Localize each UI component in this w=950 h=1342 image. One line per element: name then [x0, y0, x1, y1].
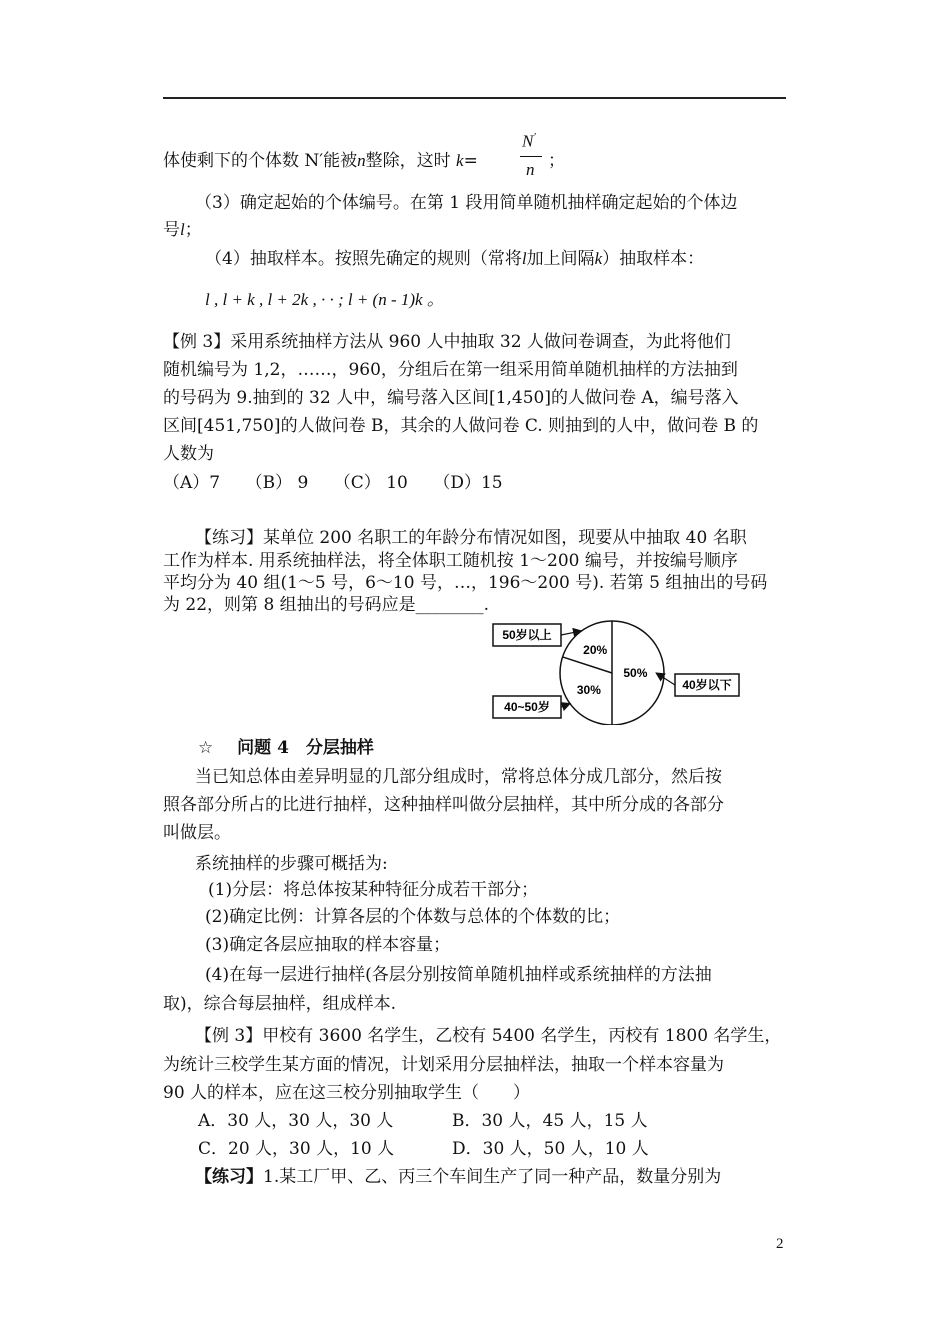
paragraph-line: 照各部分所占的比进行抽样，这种抽样叫做分层抽样，其中所分成的各部分	[163, 795, 724, 815]
pie-value-label: 30%	[576, 682, 601, 697]
formula-line: l , l + k , l + 2k , · · ; l + (n - 1)k 。	[205, 290, 444, 309]
example-line: 区间[451,750]的人做问卷 B，其余的人做问卷 C. 则抽到的人中，做问卷 B 的	[163, 416, 759, 436]
callout-under-40-label: 40岁以下	[682, 678, 732, 692]
practice-line: 【练习】1.某工厂甲、乙、丙三个车间生产了同一种产品，数量分别为	[195, 1167, 722, 1187]
paragraph-line: 当已知总体由差异明显的几部分组成时，常将总体分成几部分，然后按	[195, 767, 722, 787]
example-line: 随机编号为 1,2，……，960，分组后在第一组采用简单随机抽样的方法抽到	[163, 360, 738, 380]
practice-line: 为 22，则第 8 组抽出的号码应是________.	[163, 595, 490, 615]
callout-40-50-label: 40~50岁	[504, 700, 550, 714]
text-line: （4）抽取样本。按照先确定的规则（常将l加上间隔k）抽取样本：	[205, 249, 705, 269]
callout-40-50-arrow	[561, 704, 570, 707]
example-line: 【例 3】甲校有 3600 名学生，乙校有 5400 名学生，丙校有 1800 名学生，	[195, 1026, 782, 1046]
paragraph-line: 叫做层。	[163, 823, 231, 843]
text-line: （3）确定起始的个体编号。在第 1 段用简单随机抽样确定起始的个体边	[195, 193, 738, 213]
paragraph-line: 系统抽样的步骤可概括为:	[195, 854, 388, 874]
practice-line: 【练习】某单位 200 名职工的年龄分布情况如图，现要从中抽取 40 名职	[195, 528, 747, 548]
example-options: （A）7 （B） 9 （C） 10 （D）15	[163, 473, 503, 493]
example-line: 为统计三校学生某方面的情况，计划采用分层抽样法，抽取一个样本容量为	[163, 1055, 724, 1075]
example-line: 90 人的样本，应在这三校分别抽取学生（ ）	[163, 1083, 531, 1103]
page-number: 2	[776, 1236, 784, 1252]
section-heading: ☆ 问题 4 分层抽样	[198, 738, 374, 758]
header-rule	[163, 97, 786, 99]
text-line: ；	[548, 151, 565, 171]
fraction-bar	[520, 156, 542, 157]
callout-over-50-label: 50岁以上	[502, 628, 552, 642]
example-line: 人数为	[163, 444, 214, 464]
practice-line: 工作为样本. 用系统抽样法，将全体职工随机按 1～200 编号，并按编号顺序	[163, 551, 738, 571]
option-c: C．20 人，30 人，10 人	[198, 1139, 395, 1159]
pie-value-label: 20%	[583, 642, 608, 657]
age-pie-chart	[490, 620, 745, 725]
example-line: 的号码为 9.抽到的 32 人中，编号落入区间[1,450]的人做问卷 A，编号落入	[163, 388, 739, 408]
option-d: D．30 人，50 人，10 人	[452, 1139, 649, 1159]
example-line: 【例 3】采用系统抽样方法从 960 人中抽取 32 人做问卷调查，为此将他们	[163, 332, 731, 352]
star-icon: ☆	[198, 738, 214, 758]
step-line: 取)，综合每层抽样，组成样本.	[163, 994, 397, 1014]
step-line: (3)确定各层应抽取的样本容量；	[205, 935, 451, 955]
step-line: (2)确定比例：计算各层的个体数与总体的个体数的比；	[205, 907, 621, 927]
pie-value-label: 50%	[623, 666, 648, 680]
fraction-numerator: N′	[522, 131, 536, 151]
option-b: B．30 人，45 人，15 人	[452, 1111, 648, 1131]
text-line: 体使剩下的个体数 N′能被n整除，这时 k=	[163, 151, 478, 171]
text-line: 号l；	[163, 220, 202, 240]
fraction-denominator: n	[526, 160, 535, 179]
option-a: A．30 人，30 人，30 人	[198, 1111, 394, 1131]
step-line: (1)分层：将总体按某种特征分成若干部分；	[208, 880, 539, 900]
practice-line: 平均分为 40 组(1～5 号，6～10 号，…，196～200 号). 若第 5 组抽出的号码	[163, 573, 768, 593]
step-line: (4)在每一层进行抽样(各层分别按简单随机抽样或系统抽样的方法抽	[205, 965, 712, 985]
